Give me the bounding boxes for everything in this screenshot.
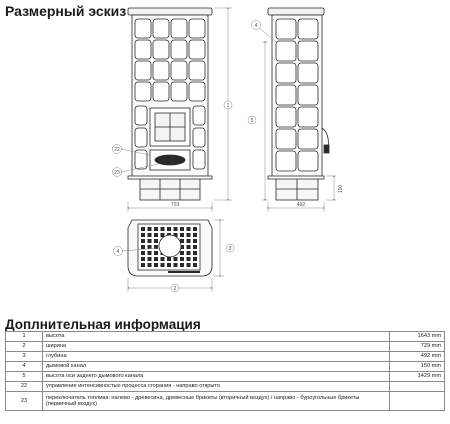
stove-tile xyxy=(276,107,296,127)
row-label: высота оси заднего дымового канала xyxy=(43,372,390,382)
vent-hole xyxy=(154,233,158,237)
table-row xyxy=(6,372,445,382)
stove-tile xyxy=(135,82,151,101)
vent-hole xyxy=(154,227,158,231)
stove-tile xyxy=(135,61,151,80)
row-number: 3 xyxy=(6,352,43,362)
row-number: 23 xyxy=(6,392,43,411)
row-label: ширина xyxy=(43,342,390,352)
stove-tile xyxy=(298,19,318,39)
vent-hole xyxy=(148,233,152,237)
stove-tile xyxy=(276,85,296,105)
vent-hole xyxy=(148,251,152,255)
stove-tile xyxy=(189,19,205,38)
row-number: 5 xyxy=(6,372,43,382)
vent-hole xyxy=(193,233,197,237)
vent-hole xyxy=(161,227,165,231)
depth-callout-3: 3 xyxy=(228,246,232,252)
row-value: 1429 mm xyxy=(390,372,445,382)
stove-tile xyxy=(135,40,151,59)
row-label: дымовой канал xyxy=(43,362,390,372)
vent-hole xyxy=(141,227,145,231)
vent-hole xyxy=(154,239,158,243)
row-label: управление интенсивностью процесса сгорания - направо открыто xyxy=(43,382,390,392)
vent-hole xyxy=(174,263,178,267)
front-top-cap xyxy=(128,8,212,15)
vent-hole xyxy=(148,239,152,243)
vent-hole xyxy=(174,227,178,231)
stove-front-view xyxy=(128,8,212,200)
stove-tile xyxy=(298,85,318,105)
vent-hole xyxy=(180,233,184,237)
top-flue-opening xyxy=(159,235,181,257)
vent-hole xyxy=(180,227,184,231)
row-number: 22 xyxy=(6,382,43,392)
table-row xyxy=(6,332,445,342)
row-number: 2 xyxy=(6,342,43,352)
vent-hole xyxy=(193,227,197,231)
stove-tile xyxy=(171,82,187,101)
stove-tile xyxy=(153,19,169,38)
vent-hole xyxy=(174,257,178,261)
rear-flue-height-callout-5: 5 xyxy=(250,118,254,124)
callout-23-label: 23 xyxy=(114,170,120,176)
vent-hole xyxy=(141,245,145,249)
stove-tile xyxy=(135,128,147,147)
vent-hole xyxy=(141,233,145,237)
stove-tile xyxy=(153,61,169,80)
stove-tile xyxy=(189,61,205,80)
row-value xyxy=(390,392,445,411)
vent-hole xyxy=(167,227,171,231)
vent-hole xyxy=(154,263,158,267)
info-title: Доплнительная информация xyxy=(5,317,201,332)
row-label: высота xyxy=(43,332,390,342)
vent-hole xyxy=(180,251,184,255)
top-flue-callout-4: 4 xyxy=(116,249,120,255)
vent-hole xyxy=(161,263,165,267)
row-value: 729 mm xyxy=(390,342,445,352)
side-top-cap xyxy=(268,8,324,15)
vent-hole xyxy=(148,227,152,231)
width-dimension-label: 729 xyxy=(170,202,180,208)
vent-hole xyxy=(187,227,191,231)
stove-side-view xyxy=(268,8,329,200)
stove-tile xyxy=(135,106,147,125)
stove-tile xyxy=(298,129,318,149)
row-label: глубина xyxy=(43,352,390,362)
stove-tile xyxy=(153,82,169,101)
stove-tile xyxy=(189,40,205,59)
vent-hole xyxy=(193,245,197,249)
stove-tile xyxy=(135,150,147,169)
stove-tile xyxy=(193,150,205,169)
table-row xyxy=(6,362,445,372)
vent-hole xyxy=(193,251,197,255)
stove-tile xyxy=(276,41,296,61)
vent-hole xyxy=(154,257,158,261)
row-label: переключатель топлива: налево - древесина, древесные брикеты (вторичный воздух) / направо - бурoугольные брикеты (первичный воздух) xyxy=(43,392,390,411)
stove-tile xyxy=(276,129,296,149)
vent-hole xyxy=(193,263,197,267)
table-row xyxy=(6,382,445,392)
vent-hole xyxy=(148,263,152,267)
depth-dimension-label: 492 xyxy=(296,202,306,208)
stove-tile xyxy=(298,151,318,171)
vent-hole xyxy=(161,257,165,261)
flue-callout-4: 4 xyxy=(254,23,258,29)
stove-tile xyxy=(135,19,151,38)
stove-tile xyxy=(171,19,187,38)
row-number: 4 xyxy=(6,362,43,372)
stove-tile xyxy=(153,40,169,59)
stove-tile xyxy=(193,106,205,125)
vent-hole xyxy=(180,263,184,267)
vent-hole xyxy=(141,251,145,255)
row-value xyxy=(390,382,445,392)
table-row xyxy=(6,352,445,362)
vent-hole xyxy=(148,257,152,261)
callout-22-label: 22 xyxy=(114,147,120,153)
vent-hole xyxy=(180,257,184,261)
width-callout-2: 2 xyxy=(173,286,177,292)
stove-tile xyxy=(171,40,187,59)
stove-tile xyxy=(171,61,187,80)
stove-tile xyxy=(193,128,205,147)
stove-tile xyxy=(298,63,318,83)
table-row xyxy=(6,392,445,411)
info-table xyxy=(5,331,445,411)
vent-hole xyxy=(141,257,145,261)
height-callout-1: 1 xyxy=(226,103,230,109)
vent-hole xyxy=(187,251,191,255)
row-value: 150 mm xyxy=(390,362,445,372)
row-number: 1 xyxy=(6,332,43,342)
vent-hole xyxy=(148,245,152,249)
stove-tile xyxy=(276,151,296,171)
table-row xyxy=(6,342,445,352)
row-value: 492 mm xyxy=(390,352,445,362)
stove-tile xyxy=(276,19,296,39)
vent-hole xyxy=(167,257,171,261)
vent-hole xyxy=(187,257,191,261)
stove-top-view xyxy=(128,220,212,276)
vent-hole xyxy=(187,245,191,249)
stove-tile xyxy=(189,82,205,101)
vent-hole xyxy=(193,239,197,243)
vent-hole xyxy=(154,251,158,255)
row-value: 1643 mm xyxy=(390,332,445,342)
vent-hole xyxy=(141,263,145,267)
small-height-label: 150 xyxy=(338,184,344,194)
vent-hole xyxy=(141,239,145,243)
stove-tile xyxy=(298,41,318,61)
sketch-title: Размерный эскиз xyxy=(5,3,127,19)
vent-hole xyxy=(167,263,171,267)
vent-hole xyxy=(193,257,197,261)
vent-hole xyxy=(187,233,191,237)
stove-logo xyxy=(155,155,185,165)
vent-hole xyxy=(187,239,191,243)
stove-tile xyxy=(298,107,318,127)
vent-hole xyxy=(187,263,191,267)
stove-tile xyxy=(276,63,296,83)
